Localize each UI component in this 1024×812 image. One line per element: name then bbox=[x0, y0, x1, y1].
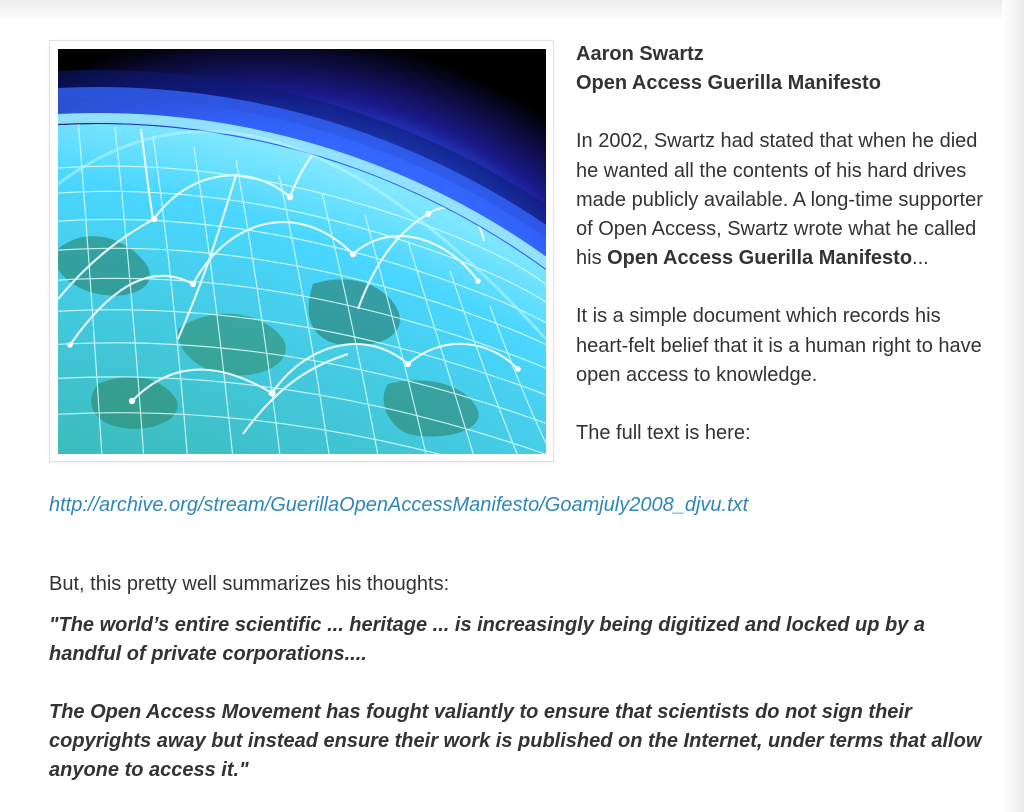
belief-paragraph: It is a simple document which records his heart-felt belief that it is a human right to have open access to knowledge. bbox=[576, 305, 982, 386]
manifesto-title: Open Access Guerilla Manifesto bbox=[576, 72, 881, 95]
top-shadow bbox=[0, 0, 1024, 22]
full-text-label: The full text is here: bbox=[576, 422, 751, 445]
intro-text-column bbox=[576, 40, 996, 448]
intro-paragraph bbox=[576, 127, 996, 273]
globe-image-frame bbox=[49, 40, 554, 462]
quote-paragraph-1: "The world’s entire scientific ... heritage ... is increasingly being digitized and locked up by a handful of private corporations.... bbox=[49, 614, 925, 666]
network-globe-image bbox=[58, 49, 546, 454]
intro-paragraph-text: In 2002, Swartz had stated that when he died he wanted all the contents of his hard drives made publicly available. A long-time supporter of Open Access, Swartz wrote what he called his bbox=[576, 130, 983, 270]
quote-paragraph-2: The Open Access Movement has fought valiantly to ensure that scientists do not sign their copyrights away but instead ensure their work is published on the Internet, under terms that allow anyone to access it." bbox=[49, 701, 982, 782]
intro-paragraph-ellipsis: ... bbox=[912, 247, 929, 270]
right-scroll-edge bbox=[1002, 0, 1024, 812]
archive-link[interactable]: http://archive.org/stream/GuerillaOpenAccessManifesto/Goamjuly2008_djvu.txt bbox=[49, 494, 749, 516]
manifesto-title-inline: Open Access Guerilla Manifesto bbox=[607, 247, 913, 270]
summary-intro: But, this pretty well summarizes his thoughts: bbox=[49, 573, 450, 595]
author-name: Aaron Swartz bbox=[576, 43, 704, 65]
